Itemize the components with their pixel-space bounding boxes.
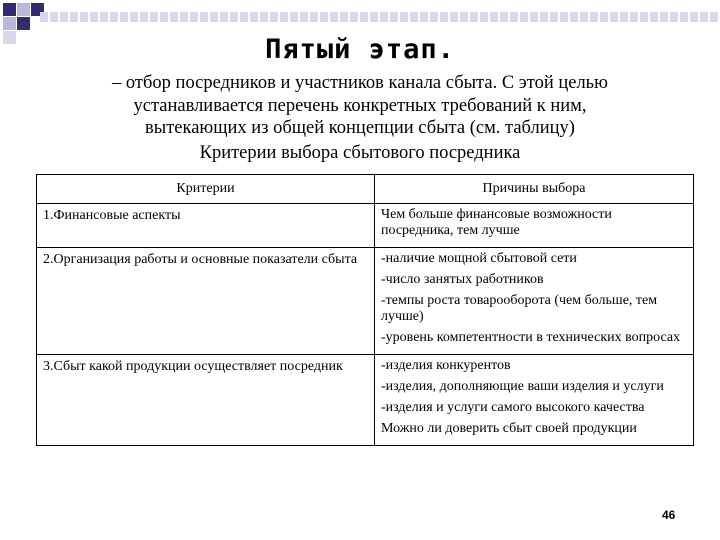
slide-title: Пятый этап.: [265, 34, 455, 65]
intro-line: вытекающих из общей концепции сбыта (см. таблицу): [145, 118, 575, 138]
decor-square: [3, 3, 16, 16]
criterion-cell: [37, 355, 375, 446]
reasons-cell: [375, 355, 694, 446]
reason-item: Чем больше финансовые возможности посредника, тем лучше: [381, 207, 612, 238]
reasons-cell: [375, 248, 694, 355]
decor-stripe: [40, 12, 720, 22]
reason-item: -изделия конкурентов: [381, 358, 511, 373]
table-header-row: [37, 175, 694, 204]
reason-item: -изделия и услуги самого высокого качества: [381, 400, 645, 415]
decor-square: [3, 17, 16, 30]
reason-item: -уровень компетентности в технических вопросах: [381, 330, 681, 345]
reason-item: Можно ли доверить сбыт своей продукции: [381, 421, 637, 436]
intro-line: устанавливается перечень конкретных требований к ним,: [133, 95, 587, 116]
criterion-cell: [37, 248, 375, 355]
page-number: 46: [662, 508, 676, 522]
reasons-cell: [375, 204, 694, 248]
criterion-text: 1.Финансовые аспекты: [43, 208, 181, 223]
column-header-reasons: Причины выбора: [375, 175, 694, 204]
decor-square: [17, 3, 30, 16]
table-row: [37, 248, 694, 355]
intro-text: [25, 72, 695, 140]
reason-item: -темпы роста товарооборота (чем больше, тем лучше): [381, 293, 658, 324]
table-row: [37, 204, 694, 248]
reason-item: -число занятых работников: [381, 272, 544, 287]
criterion-text: 2.Организация работы и основные показатели сбыта: [43, 252, 358, 267]
reason-item: -изделия, дополняющие ваши изделия и услуги: [381, 379, 664, 394]
table-caption: Критерии выбора сбытового посредника: [199, 143, 521, 163]
table-row: [37, 355, 694, 446]
criteria-table: [36, 174, 694, 446]
criterion-text: 3.Сбыт какой продукции осуществляет посредник: [43, 359, 343, 374]
decor-square: [17, 17, 30, 30]
column-header-criteria: Критерии: [37, 175, 375, 204]
reason-item: -наличие мощной сбытовой сети: [381, 251, 577, 266]
intro-line: – отбор посредников и участников канала сбыта. С этой целью: [112, 73, 608, 93]
criterion-cell: [37, 204, 375, 248]
